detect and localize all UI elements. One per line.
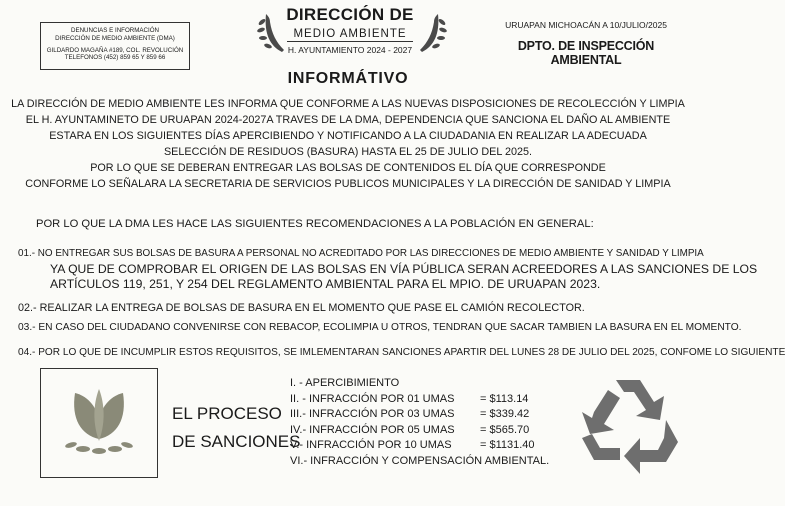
- contact-info-box: [40, 22, 190, 70]
- process-title: [172, 400, 300, 456]
- header-date: URUAPAN MICHOACÁN A 10/JULIO/2025: [505, 20, 667, 30]
- header-department: DPTO. DE INSPECCIÓN AMBIENTAL: [517, 39, 655, 67]
- sanction-label: III.- INFRACCIÓN POR 03 UMAS: [290, 408, 455, 420]
- sanction-label: I. - APERCIBIMIENTO: [290, 377, 400, 389]
- sanction-amount: = $1131.40: [480, 439, 535, 451]
- sanctions-list: [290, 376, 550, 469]
- process-title-line-2: DE SANCIONES: [172, 432, 301, 451]
- intro-line: CONFORME LO SEÑALARA LA SECRETARIA DE SERVICIOS PUBLICOS MUNICIPALES Y LA DIRECCIÓN DE SANIDAD Y LIMPIA: [25, 178, 671, 190]
- contact-line: GILDARDO MAGAÑA #189, COL. REVOLUCIÓN: [46, 46, 184, 54]
- sanction-label: IV.- INFRACCIÓN POR 05 UMAS: [290, 423, 455, 436]
- leaf-logo-icon: [41, 369, 157, 477]
- sanction-item: [290, 454, 550, 470]
- sanction-label: V.- INFRACCIÓN POR 10 UMAS: [290, 439, 452, 451]
- intro-line: LA DIRECCIÓN DE MEDIO AMBIENTE LES INFORMA QUE CONFORME A LAS NUEVAS DISPOSICIONES DE RECOLECCIÓN Y LIMPIA: [11, 98, 685, 110]
- header-title-block: [240, 6, 460, 55]
- process-title-line-1: EL PROCESO: [172, 404, 282, 423]
- header-title: DIRECCIÓN DE: [286, 5, 414, 24]
- sanction-amount: = $113.14: [480, 392, 529, 405]
- header-right-block: [486, 20, 686, 67]
- item-1-line-1: 01.- NO ENTREGAR SUS BOLSAS DE BASURA A PERSONAL NO ACREDITADO POR LAS DIRECCIONES DE MEDIO AMBIENTE Y SANIDAD Y LIMPIA: [18, 248, 704, 259]
- header-subtitle: MEDIO AMBIENTE: [287, 28, 412, 42]
- document-heading: INFORMÁTIVO: [287, 70, 409, 87]
- sanction-item: [290, 438, 550, 454]
- intro-paragraph: [0, 96, 696, 192]
- intro-line: ESTARA EN LOS SIGUIENTES DÍAS APERCIBIENDO Y NOTIFICANDO A LA CIUDADANIA EN REALIZAR LA ADECUADA: [49, 130, 647, 142]
- item-1-line-2: YA QUE DE COMPROBAR EL ORIGEN DE LAS BOLSAS EN VÍA PÚBLICA SERAN ACREEDORES A LAS SANCIONES DE LOS: [50, 262, 758, 276]
- item-3: 03.- EN CASO DEL CIUDADANO CONVENIRSE CON REBACOP, ECOLIMPIA U OTROS, TENDRAN QUE SACAR TAMBIEN LA BASURA EN EL MOMENTO.: [18, 322, 742, 333]
- leaf-logo-box: [40, 368, 158, 478]
- contact-line: DIRECCIÓN DE MEDIO AMBIENTE (DMA): [55, 34, 175, 42]
- intro-line: SELECCIÓN DE RESIDUOS (BASURA) HASTA EL 25 DE JULIO DEL 2025.: [163, 146, 532, 158]
- intro-line: POR LO QUE SE DEBERAN ENTREGAR LAS BOLSAS DE CONTENIDOS EL DÍA QUE CORRESPONDE: [90, 162, 606, 174]
- intro-line: EL H. AYUNTAMINETO DE URUAPAN 2024-2027A TRAVES DE LA DMA, DEPENDENCIA QUE SANCIONA EL DAÑO AL AMBIENTE: [25, 114, 671, 126]
- item-1-line-3: ARTÍCULOS 119, 251, Y 254 DEL REGLAMENTO AMBIENTAL PARA EL MPIO. DE URUAPAN 2023.: [50, 277, 601, 291]
- contact-line: TELEFONOS (452) 859 65 Y 859 66: [64, 54, 166, 62]
- sanction-label: VI.- INFRACCIÓN Y COMPENSACIÓN AMBIENTAL.: [290, 454, 550, 467]
- item-2: 02.- REALIZAR LA ENTREGA DE BOLSAS DE BASURA EN EL MOMENTO QUE PASE EL CAMIÓN RECOLECTOR.: [18, 302, 585, 314]
- sanction-amount: = $565.70: [480, 423, 530, 436]
- recycle-icon: [574, 372, 686, 476]
- sanction-item: [290, 423, 550, 439]
- sanction-amount: = $339.42: [480, 408, 530, 420]
- contact-line: DENUNCIAS E INFORMACIÓN: [70, 27, 159, 34]
- sanction-item: [290, 376, 550, 392]
- sanction-item: [290, 407, 550, 423]
- item-4: 04.- POR LO QUE DE INCUMPLIR ESTOS REQUISITOS, SE IMLEMENTARAN SANCIONES APARTIR DEL LUNES 28 DE JULIO DEL 2025, CONFOME LO SIGUIENTE: [18, 347, 785, 358]
- header-subtitle-2: H. AYUNTAMIENTO 2024 - 2027: [287, 45, 413, 55]
- sanction-label: II. - INFRACCIÓN POR 01 UMAS: [290, 392, 455, 405]
- sanction-item: [290, 392, 550, 408]
- recommendations-intro: POR LO QUE LA DMA LES HACE LAS SIGUIENTES RECOMENDACIONES A LA POBLACIÓN EN GENERAL:: [36, 218, 594, 230]
